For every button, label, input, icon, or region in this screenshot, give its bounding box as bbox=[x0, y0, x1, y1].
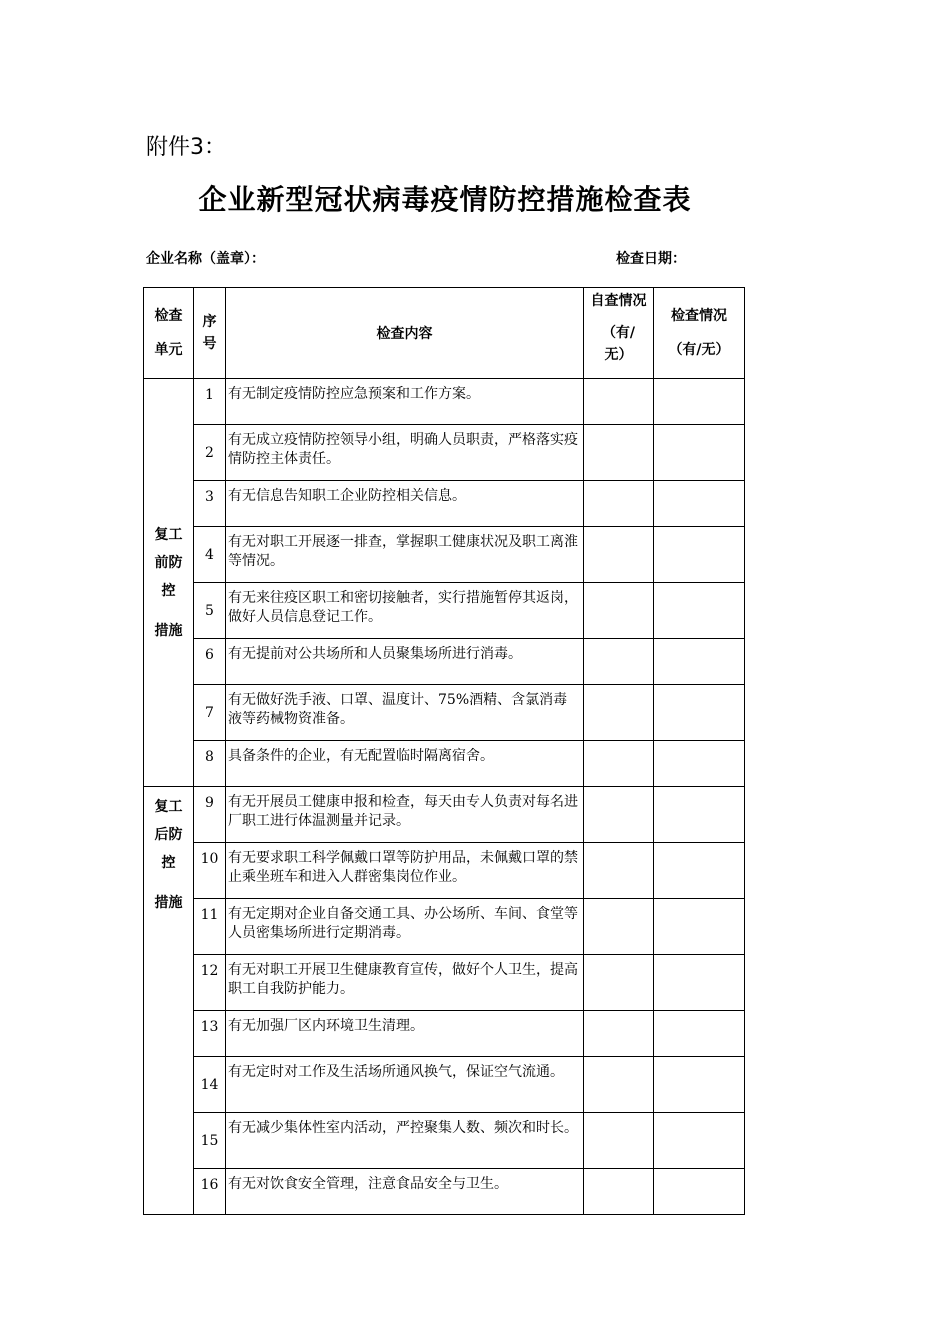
content-cell: 有无做好洗手液、口罩、温度计、75%酒精、含氯消毒液等药械物资准备。 bbox=[226, 685, 584, 741]
header-content: 检查内容 bbox=[226, 288, 584, 379]
unit-line: 前防 bbox=[154, 554, 183, 571]
seq-cell: 14 bbox=[194, 1057, 226, 1113]
inspection-cell[interactable] bbox=[654, 1169, 745, 1215]
content-cell: 有无提前对公共场所和人员聚集场所进行消毒。 bbox=[226, 639, 584, 685]
company-name-label: 企业名称（盖章）： bbox=[146, 251, 265, 267]
inspection-cell[interactable] bbox=[654, 379, 745, 425]
unit-line: 措施 bbox=[154, 895, 183, 911]
seq-cell: 5 bbox=[194, 583, 226, 639]
inspection-cell[interactable] bbox=[654, 425, 745, 481]
content-cell: 有无减少集体性室内活动，严控聚集人数、频次和时长。 bbox=[226, 1113, 584, 1169]
self-check-cell[interactable] bbox=[584, 379, 654, 425]
inspection-cell[interactable] bbox=[654, 481, 745, 527]
unit-line: 后防 bbox=[154, 827, 183, 843]
self-check-cell[interactable] bbox=[584, 1169, 654, 1215]
table-row bbox=[144, 1011, 745, 1057]
table-row bbox=[144, 639, 745, 685]
table-row bbox=[144, 1057, 745, 1113]
seq-cell: 15 bbox=[194, 1113, 226, 1169]
seq-cell: 6 bbox=[194, 639, 226, 685]
table-row bbox=[144, 1113, 745, 1169]
attachment-label: 附件3： bbox=[146, 135, 226, 160]
table-row bbox=[144, 583, 745, 639]
header-self-line: 无） bbox=[604, 347, 633, 363]
unit-cell-pre bbox=[144, 379, 194, 787]
self-check-cell[interactable] bbox=[584, 639, 654, 685]
inspection-cell[interactable] bbox=[654, 1011, 745, 1057]
seq-cell: 12 bbox=[194, 955, 226, 1011]
unit-line: 控 bbox=[161, 855, 176, 871]
seq-cell: 2 bbox=[194, 425, 226, 481]
check-date-label: 检查日期： bbox=[616, 251, 686, 267]
seq-cell: 11 bbox=[194, 899, 226, 955]
inspection-cell[interactable] bbox=[654, 1113, 745, 1169]
self-check-cell[interactable] bbox=[584, 843, 654, 899]
self-check-cell[interactable] bbox=[584, 425, 654, 481]
content-cell: 有无开展员工健康申报和检查，每天由专人负责对每名进厂职工进行体温测量并记录。 bbox=[226, 787, 584, 843]
seq-cell: 16 bbox=[194, 1169, 226, 1215]
self-check-cell[interactable] bbox=[584, 583, 654, 639]
header-insp-line: 检查情况 bbox=[671, 308, 727, 324]
content-cell: 有无信息告知职工企业防控相关信息。 bbox=[226, 481, 584, 527]
inspection-table bbox=[143, 287, 745, 1215]
self-check-cell[interactable] bbox=[584, 527, 654, 583]
self-check-cell[interactable] bbox=[584, 1113, 654, 1169]
unit-line: 控 bbox=[161, 582, 176, 599]
unit-line: 复工 bbox=[154, 526, 183, 543]
self-check-cell[interactable] bbox=[584, 899, 654, 955]
content-cell: 有无定时对工作及生活场所通风换气，保证空气流通。 bbox=[226, 1057, 584, 1113]
header-self-line: （有/ bbox=[601, 325, 636, 341]
content-cell: 有无加强厂区内环境卫生清理。 bbox=[226, 1011, 584, 1057]
self-check-cell[interactable] bbox=[584, 741, 654, 787]
content-cell: 有无成立疫情防控领导小组，明确人员职责，严格落实疫情防控主体责任。 bbox=[226, 425, 584, 481]
header-inspection bbox=[654, 288, 745, 379]
content-cell: 有无制定疫情防控应急预案和工作方案。 bbox=[226, 379, 584, 425]
seq-cell: 8 bbox=[194, 741, 226, 787]
seq-cell: 13 bbox=[194, 1011, 226, 1057]
header-seq bbox=[194, 288, 226, 379]
content-cell: 有无要求职工科学佩戴口罩等防护用品，未佩戴口罩的禁止乘坐班车和进入人群密集岗位作业。 bbox=[226, 843, 584, 899]
inspection-cell[interactable] bbox=[654, 1057, 745, 1113]
table-row bbox=[144, 955, 745, 1011]
content-cell: 具备条件的企业，有无配置临时隔离宿舍。 bbox=[226, 741, 584, 787]
content-cell: 有无定期对企业自备交通工具、办公场所、车间、食堂等人员密集场所进行定期消毒。 bbox=[226, 899, 584, 955]
inspection-cell[interactable] bbox=[654, 741, 745, 787]
header-unit bbox=[144, 288, 194, 379]
header-seq-line: 序 bbox=[202, 314, 217, 330]
self-check-cell[interactable] bbox=[584, 1011, 654, 1057]
table-row bbox=[144, 741, 745, 787]
page-title: 企业新型冠状病毒疫情防控措施检查表 bbox=[198, 183, 692, 216]
unit-line: 措施 bbox=[154, 622, 183, 639]
inspection-cell[interactable] bbox=[654, 527, 745, 583]
table-row bbox=[144, 1169, 745, 1215]
unit-line: 复工 bbox=[154, 799, 183, 815]
seq-cell: 4 bbox=[194, 527, 226, 583]
inspection-cell[interactable] bbox=[654, 639, 745, 685]
content-cell: 有无对职工开展卫生健康教育宣传，做好个人卫生，提高职工自我防护能力。 bbox=[226, 955, 584, 1011]
inspection-cell[interactable] bbox=[654, 955, 745, 1011]
seq-cell: 10 bbox=[194, 843, 226, 899]
table-row bbox=[144, 425, 745, 481]
table-row bbox=[144, 481, 745, 527]
self-check-cell[interactable] bbox=[584, 481, 654, 527]
seq-cell: 1 bbox=[194, 379, 226, 425]
self-check-cell[interactable] bbox=[584, 685, 654, 741]
inspection-cell[interactable] bbox=[654, 899, 745, 955]
content-cell: 有无对饮食安全管理，注意食品安全与卫生。 bbox=[226, 1169, 584, 1215]
content-cell: 有无对职工开展逐一排查，掌握职工健康状况及职工离淮等情况。 bbox=[226, 527, 584, 583]
self-check-cell[interactable] bbox=[584, 955, 654, 1011]
header-self-line: 自查情况 bbox=[590, 293, 647, 309]
unit-cell-post bbox=[144, 787, 194, 1215]
content-cell: 有无来往疫区职工和密切接触者，实行措施暂停其返岗，做好人员信息登记工作。 bbox=[226, 583, 584, 639]
inspection-cell[interactable] bbox=[654, 685, 745, 741]
seq-cell: 9 bbox=[194, 787, 226, 843]
inspection-cell[interactable] bbox=[654, 843, 745, 899]
inspection-cell[interactable] bbox=[654, 787, 745, 843]
header-unit-line: 检查 bbox=[154, 308, 183, 324]
table-row bbox=[144, 685, 745, 741]
table-row bbox=[144, 527, 745, 583]
header-unit-line: 单元 bbox=[154, 342, 183, 358]
header-seq-line: 号 bbox=[202, 336, 217, 352]
table-row bbox=[144, 899, 745, 955]
header-self-check bbox=[584, 288, 654, 379]
inspection-cell[interactable] bbox=[654, 583, 745, 639]
self-check-cell[interactable] bbox=[584, 1057, 654, 1113]
table-row bbox=[144, 379, 745, 425]
seq-cell: 3 bbox=[194, 481, 226, 527]
header-insp-line: （有/无） bbox=[668, 342, 730, 358]
seq-cell: 7 bbox=[194, 685, 226, 741]
table-row bbox=[144, 787, 745, 843]
table-row bbox=[144, 843, 745, 899]
self-check-cell[interactable] bbox=[584, 787, 654, 843]
